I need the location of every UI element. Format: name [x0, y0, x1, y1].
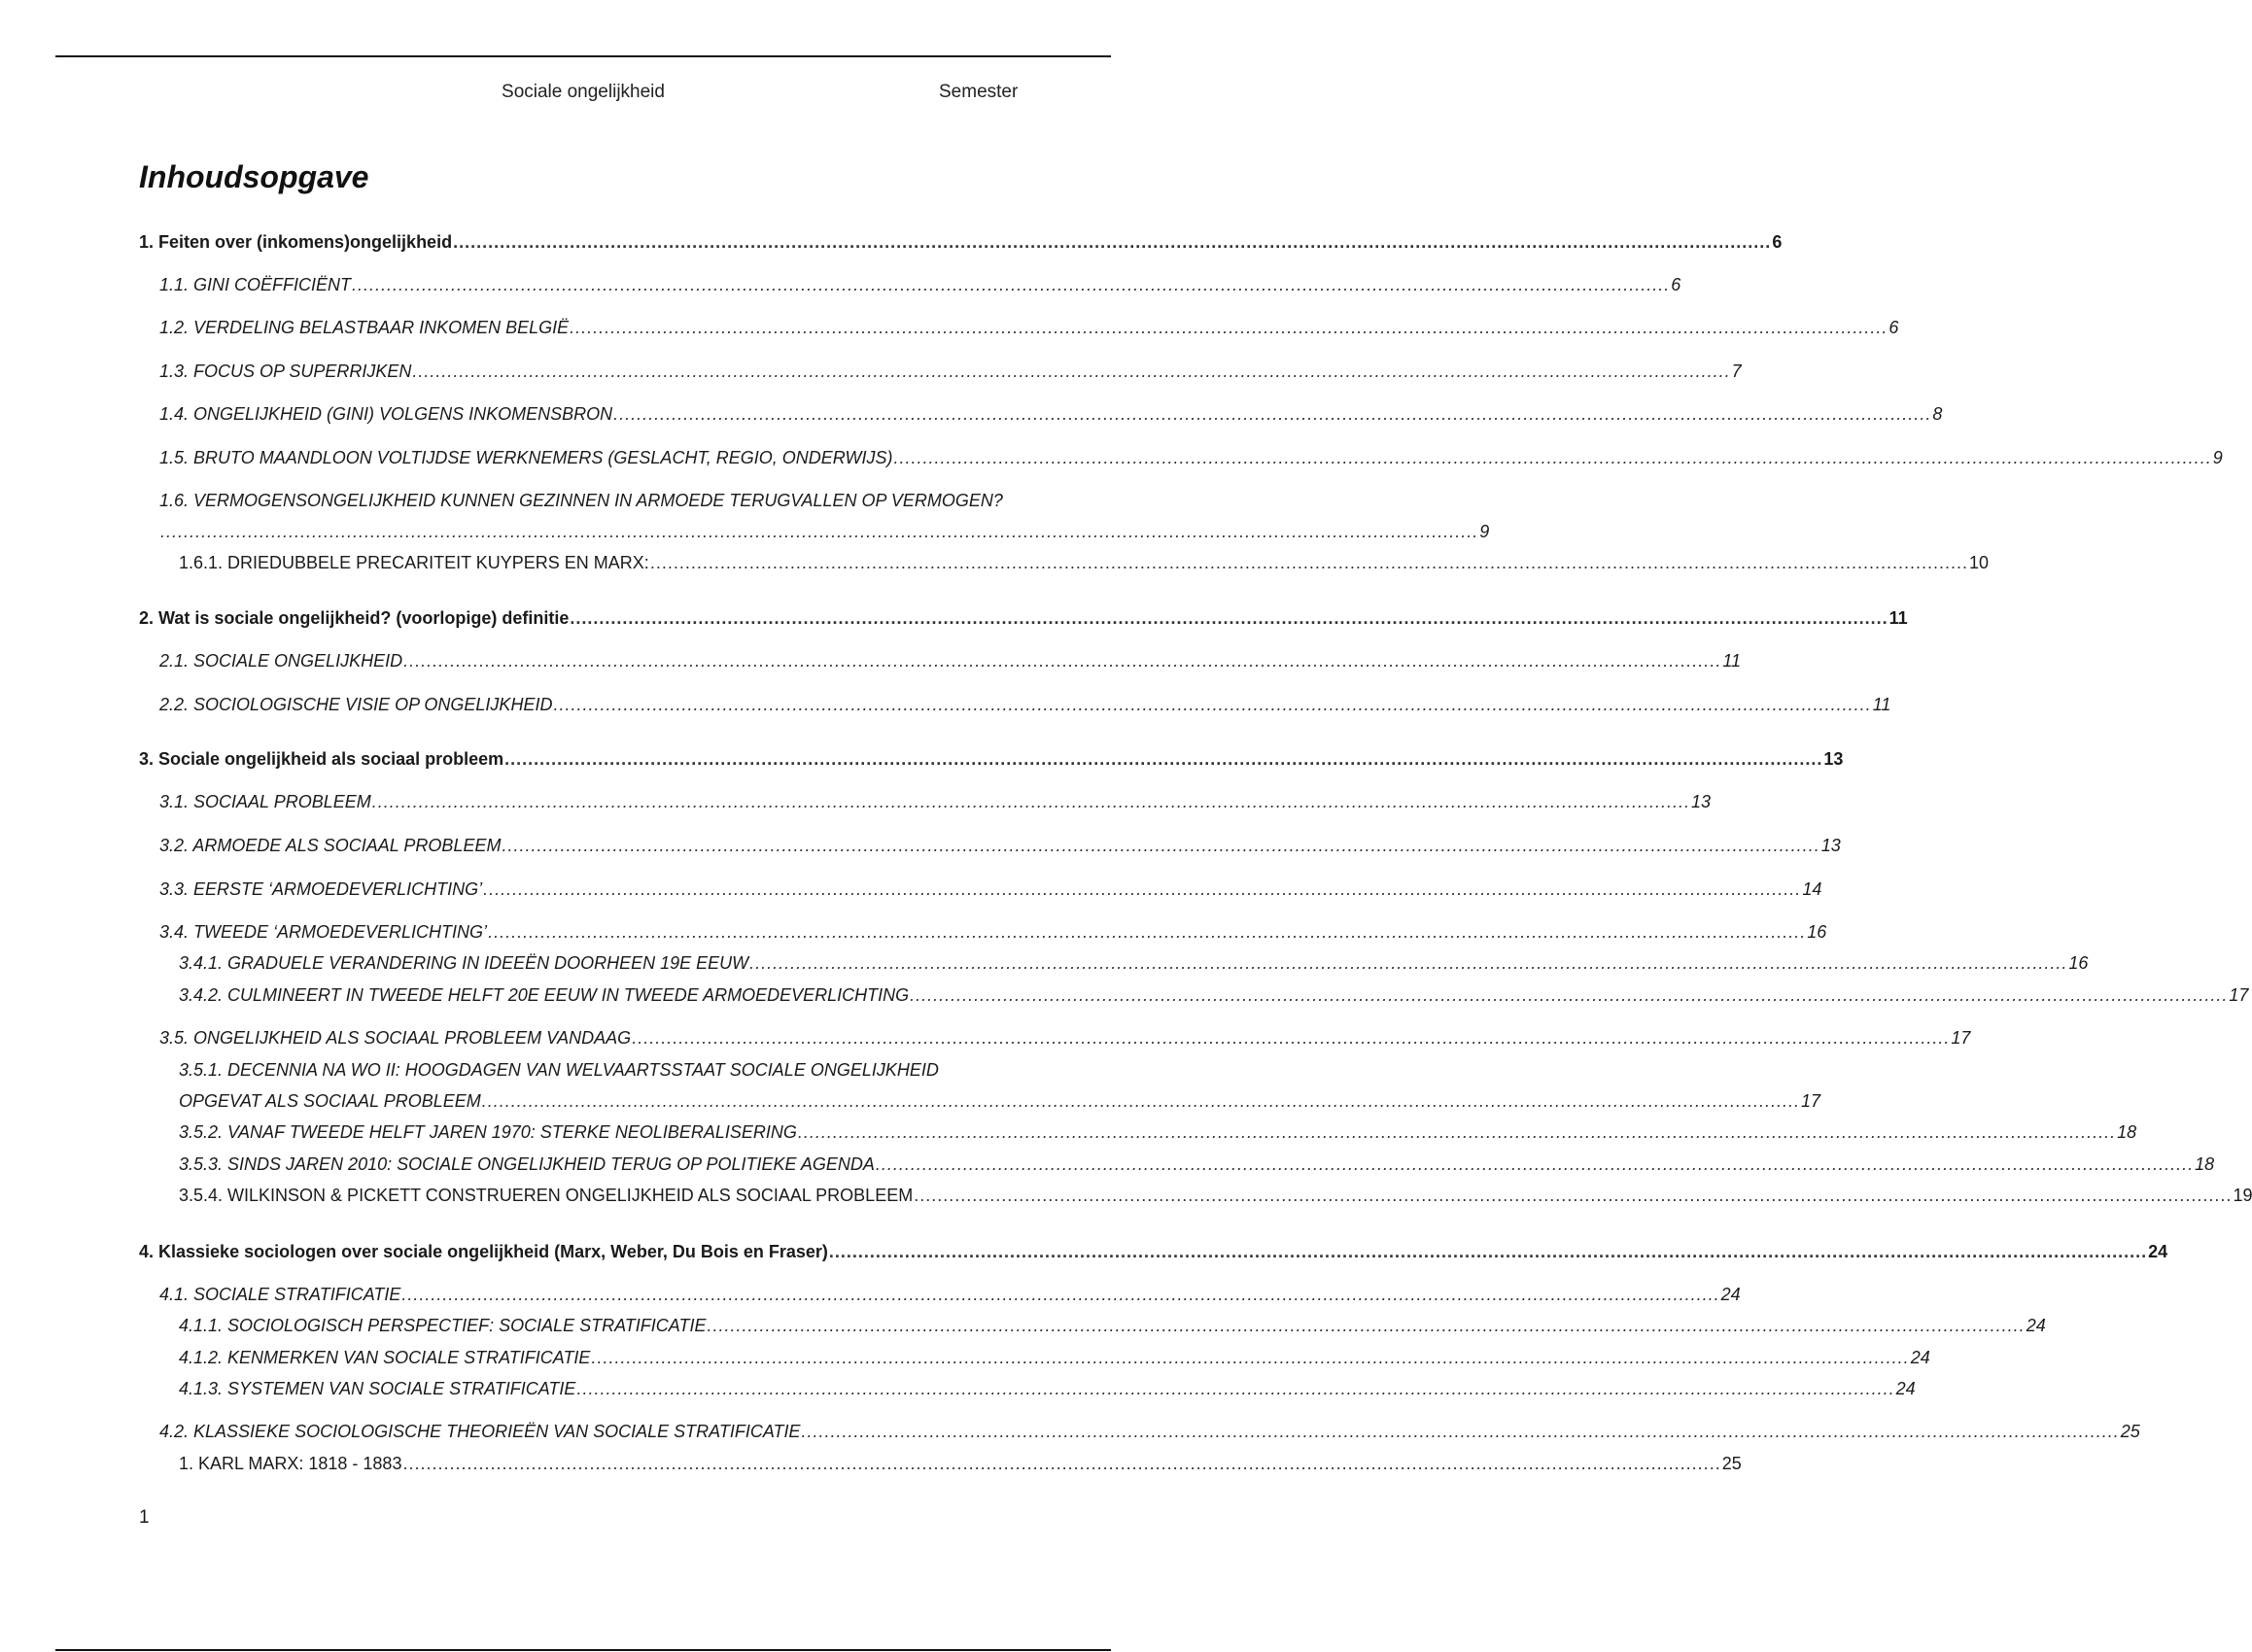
toc-heading: Inhoudsopgave: [139, 159, 369, 194]
toc-entry-4-2-1[interactable]: 1. KARL MARX: 1818 - 1883 .................................................................................................................................................................................................................................. 25: [179, 1454, 1742, 1473]
toc-entry-2-1[interactable]: 2.1. SOCIALE ONGELIJKHEID .................................................................................................................................................................................................................................. 11: [159, 651, 1742, 671]
toc-entry-1-6-title[interactable]: 1.6. VERMOGENSONGELIJKHEID KUNNEN GEZINNEN IN ARMOEDE TERUGVALLEN OP VERMOGEN?: [159, 491, 1003, 510]
toc-entry-3[interactable]: 3. Sociale ongelijkheid als sociaal probleem .................................................................................................................................................................................................................................. 13: [139, 749, 1844, 769]
page-number: 1: [139, 1507, 150, 1528]
toc-entry-3-5-2[interactable]: 3.5.2. VANAF TWEEDE HELFT JAREN 1970: STERKE NEOLIBERALISERING .................................................................................................................................................................................................................................. 18: [179, 1122, 2137, 1142]
toc-entry-2-2[interactable]: 2.2. SOCIOLOGISCHE VISIE OP ONGELIJKHEID .................................................................................................................................................................................................................................. 11: [159, 695, 1891, 714]
toc-entry-4-2[interactable]: 4.2. KLASSIEKE SOCIOLOGISCHE THEORIEËN VAN SOCIALE STRATIFICATIE .................................................................................................................................................................................................................................. 25: [159, 1422, 2140, 1441]
toc-entry-3-2[interactable]: 3.2. ARMOEDE ALS SOCIAAL PROBLEEM .................................................................................................................................................................................................................................. 13: [159, 836, 1841, 855]
toc-entry-4-1-2[interactable]: 4.1.2. KENMERKEN VAN SOCIALE STRATIFICATIE .................................................................................................................................................................................................................................. 24: [179, 1348, 1930, 1367]
toc-entry-4-1-3[interactable]: 4.1.3. SYSTEMEN VAN SOCIALE STRATIFICATIE .................................................................................................................................................................................................................................. 24: [179, 1379, 1916, 1398]
toc-entry-3-3[interactable]: 3.3. EERSTE ‘ARMOEDEVERLICHTING’ .................................................................................................................................................................................................................................. 14: [159, 879, 1822, 899]
toc-entry-1-1[interactable]: 1.1. GINI COËFFICIËNT .................................................................................................................................................................................................................................. 6: [159, 275, 1681, 294]
toc-entry-4-1-1[interactable]: 4.1.1. SOCIOLOGISCH PERSPECTIEF: SOCIALE STRATIFICATIE .................................................................................................................................................................................................................................. 24: [179, 1316, 2046, 1335]
toc-entry-3-5-1-title[interactable]: 3.5.1. DECENNIA NA WO II: HOOGDAGEN VAN WELVAARTSSTAAT SOCIALE ONGELIJKHEID: [179, 1060, 939, 1080]
toc-entry-2[interactable]: 2. Wat is sociale ongelijkheid? (voorlopige) definitie .................................................................................................................................................................................................................................. 11: [139, 608, 1908, 628]
toc-entry-3-4[interactable]: 3.4. TWEEDE ‘ARMOEDEVERLICHTING’ .................................................................................................................................................................................................................................. 16: [159, 922, 1827, 942]
toc-entry-1[interactable]: 1. Feiten over (inkomens)ongelijkheid .................................................................................................................................................................................................................................. 6: [139, 232, 1783, 252]
toc-entry-4-1[interactable]: 4.1. SOCIALE STRATIFICATIE .................................................................................................................................................................................................................................. 24: [159, 1285, 1741, 1304]
toc-entry-3-1[interactable]: 3.1. SOCIAAL PROBLEEM .................................................................................................................................................................................................................................. 13: [159, 792, 1712, 811]
toc-entry-3-5-4[interactable]: 3.5.4. WILKINSON & PICKETT CONSTRUEREN ONGELIJKHEID ALS SOCIAAL PROBLEEM .................................................................................................................................................................................................................................. 19: [179, 1186, 2252, 1205]
running-header-title: Sociale ongelijkheid: [502, 82, 665, 102]
toc-entry-3-5-1[interactable]: OPGEVAT ALS SOCIAAL PROBLEEM .................................................................................................................................................................................................................................. 17: [179, 1091, 1821, 1111]
toc-entry-1-5[interactable]: 1.5. BRUTO MAANDLOON VOLTIJDSE WERKNEMERS (GESLACHT, REGIO, ONDERWIJS) .................................................................................................................................................................................................................................. 9: [159, 448, 2223, 467]
footer-rule: [55, 1649, 1111, 1651]
toc-entry-4[interactable]: 4. Klassieke sociologen over sociale ongelijkheid (Marx, Weber, Du Bois en Fraser) .................................................................................................................................................................................................................................. 24: [139, 1242, 2168, 1261]
toc-entry-1-4[interactable]: 1.4. ONGELIJKHEID (GINI) VOLGENS INKOMENSBRON .................................................................................................................................................................................................................................. 8: [159, 404, 1943, 424]
toc-entry-1-3[interactable]: 1.3. FOCUS OP SUPERRIJKEN .................................................................................................................................................................................................................................. 7: [159, 361, 1742, 381]
running-header-semester: Semester: [939, 82, 1019, 102]
toc-entry-3-5-3[interactable]: 3.5.3. SINDS JAREN 2010: SOCIALE ONGELIJKHEID TERUG OP POLITIEKE AGENDA .................................................................................................................................................................................................................................. 18: [179, 1154, 2215, 1174]
toc-entry-3-4-1[interactable]: 3.4.1. GRADUELE VERANDERING IN IDEEËN DOORHEEN 19E EEUW .................................................................................................................................................................................................................................. 16: [179, 953, 2089, 973]
toc-entry-1-6-1[interactable]: 1.6.1. DRIEDUBBELE PRECARITEIT KUYPERS EN MARX: .................................................................................................................................................................................................................................. 10: [179, 553, 1990, 572]
header-rule: [55, 55, 1111, 57]
toc-entry-3-5[interactable]: 3.5. ONGELIJKHEID ALS SOCIAAL PROBLEEM VANDAAG .................................................................................................................................................................................................................................. 17: [159, 1028, 1971, 1048]
toc-entry-1-2[interactable]: 1.2. VERDELING BELASTBAAR INKOMEN BELGIË .................................................................................................................................................................................................................................. 6: [159, 318, 1899, 337]
toc-entry-1-6[interactable]: .................................................................................................................................................................................................................................. 9: [160, 522, 1490, 541]
toc-entry-3-4-2[interactable]: 3.4.2. CULMINEERT IN TWEEDE HELFT 20E EEUW IN TWEEDE ARMOEDEVERLICHTING .................................................................................................................................................................................................................................. 17: [179, 985, 2249, 1005]
